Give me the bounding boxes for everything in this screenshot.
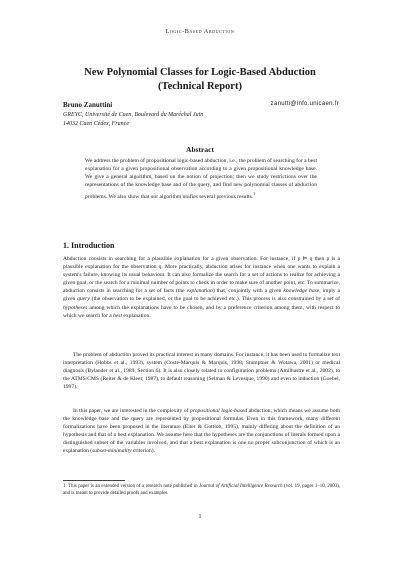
intro-paragraph-2: The problem of abduction proved its practical interest in many domains. For instance, it has been used to formalize text interpretation (Hobbs et al., 1993), system (Coste-Marquis & Marquis, 1998; Stumptner & Wotawa, 2001) or medical diagnosis (Bylander et al., 1989, Section 6). It is also closely related to configuration problems (Amilhastre et al., 2002), to the ATMS/CMS (Reiter & de Kleer, 1987), to default reasoning (Selman & Levesque, 1990) and even to induction (Goebel, 1997). xyxy=(63,352,340,391)
author-affiliation-line2: 14032 Caen Cédex, France xyxy=(63,121,129,127)
abstract-heading: Abstract xyxy=(186,145,214,154)
intro-p1-text-c: , imply a given xyxy=(63,288,340,303)
term-subset-minimality: subset-minimality xyxy=(92,448,132,455)
author-row xyxy=(63,101,339,111)
intro-p1-text-d: (the observation to be explained, or the goal to be achieved etc.). This process is also constrained by a set of xyxy=(89,296,340,303)
term-query: query xyxy=(77,296,90,303)
abstract-text: We address the problem of propositional logic-based abduction, i.e., the problem of searching for a best explanation for a given propositional observation according to a given propositional knowledge base. We give a general algorithm, based on the notion of projection; then we study restrictions over the representations of the knowledge base and of the query, and find new polynomial classes of abduction problems. We also show that our algorithm unifies several previous results. xyxy=(85,158,317,200)
term-propositional-logic-based: propositional logic-based xyxy=(190,408,248,414)
intro-p1-text-b: ) that, conjointly with a given xyxy=(212,288,284,295)
intro-p3-text-a: In this paper, we are interested in the complexity of xyxy=(73,408,190,414)
author-name: Bruno Zanuttini xyxy=(63,101,113,109)
author-affiliation-line1: GREYC, Université de Caen, Boulevard du Maréchal Juin xyxy=(63,112,204,118)
section-heading-introduction: 1. Introduction xyxy=(63,241,115,250)
title-subtitle: (Technical Report) xyxy=(158,81,242,92)
intro-paragraph-1 xyxy=(63,255,340,320)
page-number: 1 xyxy=(198,514,202,520)
author-email: zanutti@info.unicaen.fr xyxy=(270,101,339,107)
intro-p1-text-a: Abduction consists in searching for a plausible explanation for a given observation. For instance, if p ⊨ q then p is a plausible explanation for the observation q. More practically, abduction arises for instance when one wants to explain a system's failure, knowing its usual behaviour. It can also formalize the search for a set of actions to realize for achieving a given goal, or the search for a minimal number of points to check in order to make sure of another point, etc. To summarize, abduction consists in searching for a set of facts (the xyxy=(63,256,340,295)
intro-p3-text-b: abduction, which means we assume both the knowledge base and the query are represented by propositional formulas. Even in this framework, many different formalizations have been proposed in the literature (Eiter & Gottlob, 1995), mainly differing about the definition of an hypothesis and that of a best explanation. We assume here that the hypotheses are the conjunctions of literals formed upon a distinguished subset of the variables involved, and that a best explanation is one no proper subconjunction of which is an explanation ( xyxy=(63,408,340,455)
running-head: Logic-Based Abduction xyxy=(165,29,235,35)
abstract-footnote-mark: 1 xyxy=(253,190,256,196)
term-explanation: explanation xyxy=(186,288,213,295)
term-knowledge-base: knowledge base xyxy=(283,288,320,295)
abstract-body xyxy=(85,158,317,201)
footnote-rule xyxy=(63,480,125,481)
intro-p3-text-c: criterion). xyxy=(131,448,155,455)
intro-p1-text-e: among which the explanations have to be chosen, and by a preference criterion among them, with respect to which we search for a xyxy=(63,304,340,319)
paper-title xyxy=(40,66,360,94)
footnote xyxy=(63,484,340,498)
intro-p1-text-f: explanation. xyxy=(122,312,151,319)
term-best: best xyxy=(113,312,122,319)
intro-paragraph-3 xyxy=(63,407,340,456)
footnote-text-a: 1. This paper is an extended version of a research note published in xyxy=(63,484,200,489)
title-main: New Polynomial Classes for Logic-Based Abduction xyxy=(84,67,316,78)
term-hypotheses: hypotheses xyxy=(63,304,88,311)
footnote-text-b: (vol. 19, pages 1–10, 2003), and is meant to provide detailed proofs and examples. xyxy=(63,484,340,496)
footnote-journal: Journal of Artificial Intelligence Research xyxy=(199,484,283,489)
